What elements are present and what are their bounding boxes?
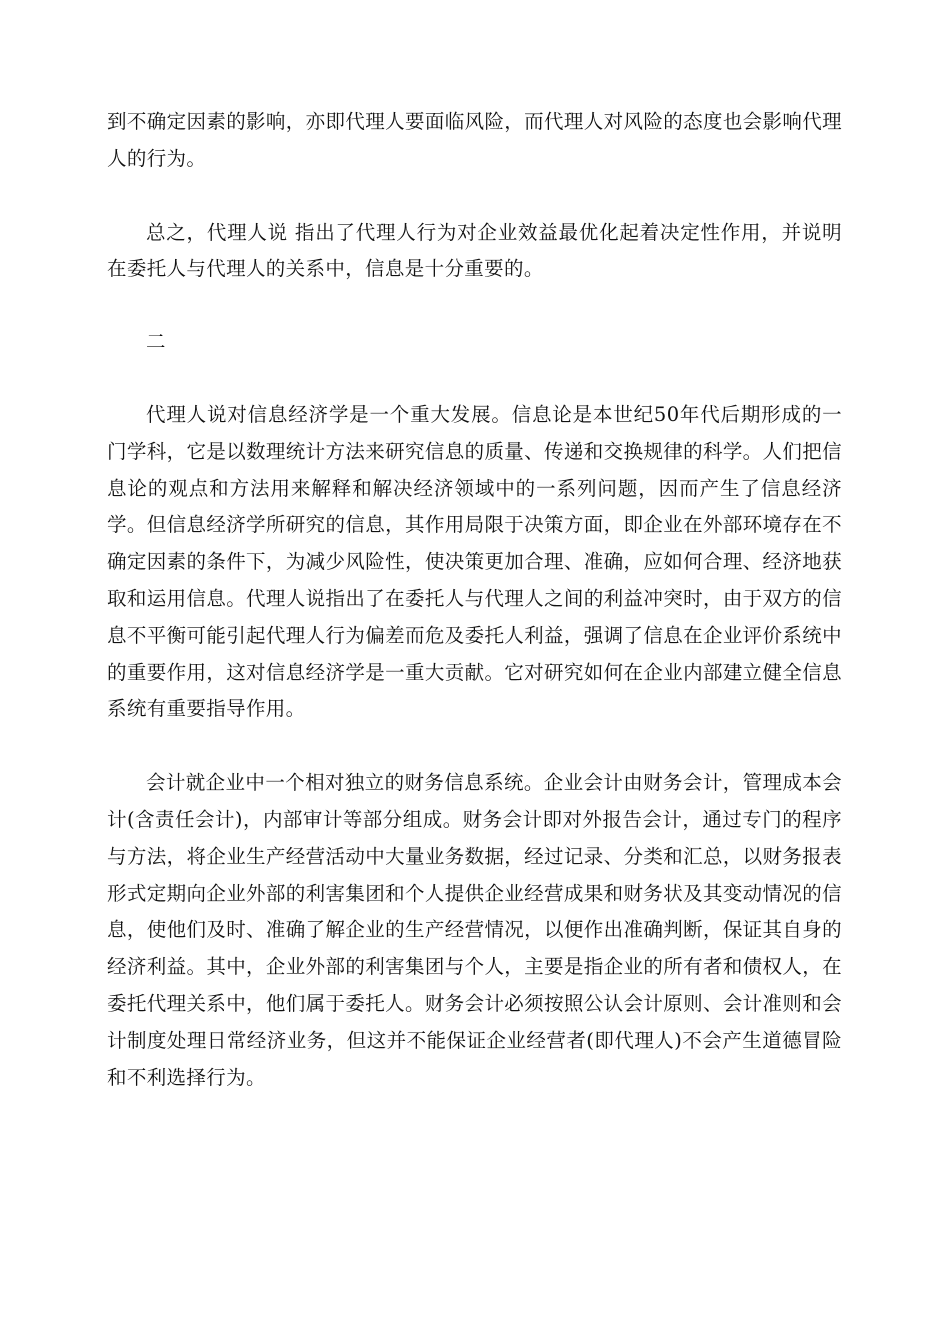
section-heading: 二 [146, 330, 166, 354]
paragraph-accounting: 会计就企业中一个相对独立的财务信息系统。企业会计由财务会计，管理成本会计(含责任会计)，内部审计等部分组成。财务会计即对外报告会计，通过专门的程序与方法，将企业生产经营活动中大量业务数据，经过记录、分类和汇总，以财务报表形式定期向企业外部的利害集团和个人提供企业经营成果和财务状及其变动情况的信息，使他们及时、准确了解企业的生产经营情况，以便作出准确判断，保证其自身的经济利益。其中，企业外部的利害集团与个人，主要是指企业的所有者和债权人，在委托代理关系中，他们属于委托人。财务会计必须按照公认会计原则、会计准则和会计制度处理日常经济业务，但这并不能保证企业经营者(即代理人)不会产生道德冒险和不利选择行为。 [107, 771, 842, 1089]
paragraph-continued: 到不确定因素的影响，亦即代理人要面临风险，而代理人对风险的态度也会影响代理人的行为。 [107, 110, 842, 170]
paragraph-summary: 总之，代理人说 指出了代理人行为对企业效益最优化起着决定性作用，并说明在委托人与代理人的关系中，信息是十分重要的。 [107, 220, 842, 281]
document-page [107, 104, 842, 1096]
paragraph-information-economics: 代理人说对信息经济学是一个重大发展。信息论是本世纪50年代后期形成的一门学科，它是以数理统计方法来研究信息的质量、传递和交换规律的科学。人们把信息论的观点和方法用来解释和解决经济领域中的一系列问题，因而产生了信息经济学。但信息经济学所研究的信息，其作用局限于决策方面，即企业在外部环境存在不确定因素的条件下，为减少风险性，使决策更加合理、准确，应如何合理、经济地获取和运用信息。代理人说指出了在委托人与代理人之间的利益冲突时，由于双方的信息不平衡可能引起代理人行为偏差而危及委托人利益，强调了信息在企业评价系统中的重要作用，这对信息经济学是一重大贡献。它对研究如何在企业内部建立健全信息系统有重要指导作用。 [107, 402, 842, 721]
